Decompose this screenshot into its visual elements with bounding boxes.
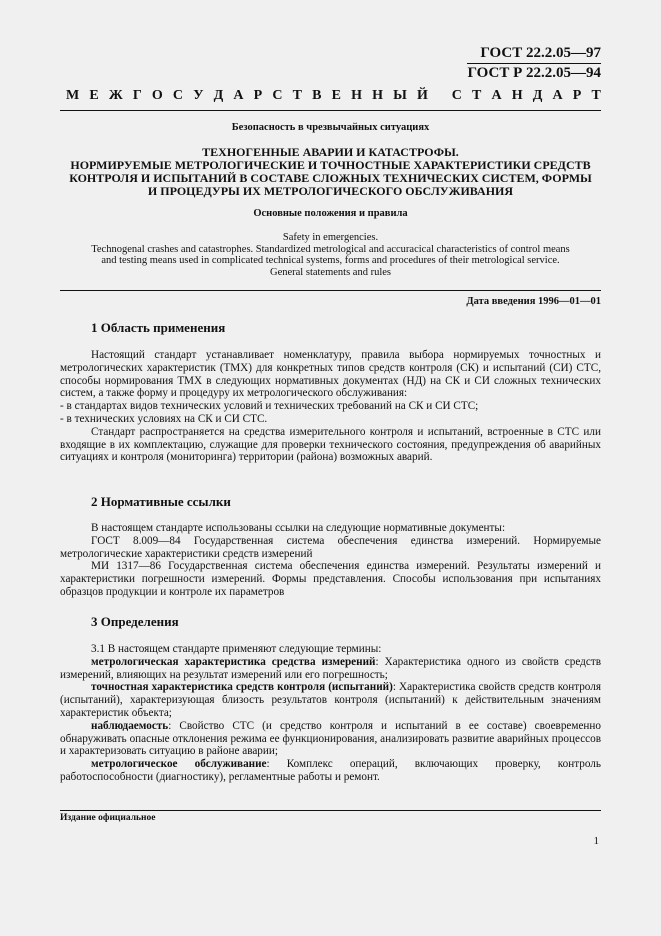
- definition-item: [60, 656, 601, 682]
- title-letter: А: [233, 88, 244, 103]
- title-letter: Т: [471, 88, 482, 103]
- title-letter: Й: [417, 88, 428, 103]
- standard-type-title: [66, 88, 601, 104]
- paragraph: В настоящем стандарте использованы ссылки на следующие нормативные документы:: [91, 522, 506, 534]
- gost-designation: [467, 45, 601, 82]
- main-title-line: КОНТРОЛЯ И ИСПЫТАНИЙ В СОСТАВЕ СЛОЖНЫХ ТЕХНИЧЕСКИХ СИСТЕМ, ФОРМЫ: [69, 171, 592, 185]
- section-1-heading: 1 Область применения: [91, 320, 226, 335]
- section-3-heading: 3 Определения: [91, 614, 179, 629]
- reference-item: МИ 1317—86 Государственная система обеспечения единства измерений. Результаты измерений и характеристики погрешности измерений. Формы представления. Способы использования при испытаниях образцов продукции и контроле их параметров: [60, 560, 601, 598]
- title-letter: Н: [351, 88, 362, 103]
- definition-item: [60, 720, 601, 758]
- definition: : Характеристика одного из свойств средств измерений, влияющих на результат измерений или его погрешность;: [60, 655, 601, 681]
- definition: : Характеристика свойств средств контроля (испытаний), характеризующая близость результатов контроля (испытаний) к действительным значениям характеристик объекта;: [60, 681, 601, 719]
- section-3-body: [60, 643, 601, 784]
- definition-item: [60, 681, 601, 719]
- english-title-line: General statements and rules: [270, 266, 391, 278]
- official-edition-label: Издание официальное: [60, 813, 156, 823]
- title-letter: Т: [292, 88, 302, 103]
- title-letter: [438, 88, 442, 104]
- english-title-line: Safety in emergencies.: [282, 232, 379, 243]
- title-letter: У: [193, 88, 204, 103]
- subject-title: Безопасность в чрезвычайных ситуациях: [231, 122, 430, 133]
- title-letter: Р: [572, 88, 582, 103]
- english-title-line: and testing means used in complicated technical systems, forms and procedures of their metrological service.: [101, 255, 560, 266]
- title-letter: Р: [253, 88, 263, 103]
- date-rule: [60, 290, 601, 291]
- effective-date: Дата введения 1996—01—01: [466, 296, 601, 307]
- title-letter: М: [66, 88, 80, 103]
- footer-rule: [60, 810, 601, 811]
- title-letter: О: [151, 88, 163, 103]
- title-letter: Д: [213, 88, 224, 103]
- title-letter: А: [552, 88, 563, 103]
- title-rule: [60, 110, 601, 111]
- title-letter: Д: [532, 88, 543, 103]
- title-letter: Е: [331, 88, 341, 103]
- section-2-heading: 2 Нормативные ссылки: [91, 494, 231, 509]
- paragraph: Стандарт распространяется на средства измерительного контроля и испытаний, встроенные в СТС или входящие в их комплектацию, служащие для проверки технического состояния, предупреждения об аварийных ситуациях и контроля (мониторинга) территории (района) возможных аварий.: [60, 425, 601, 464]
- section-2-body: [60, 522, 601, 599]
- title-letter: Ж: [108, 88, 123, 103]
- main-title-line: И ПРОЦЕДУРЫ ИХ МЕТРОЛОГИЧЕСКОГО ОБСЛУЖИВАНИЯ: [147, 184, 514, 198]
- reference-item: ГОСТ 8.009—84 Государственная система обеспечения единства измерений. Нормируемые метрологические характеристики средств измерений: [60, 534, 601, 560]
- title-letter: С: [172, 88, 184, 103]
- provisions-subtitle: Основные положения и правила: [253, 208, 408, 219]
- title-letter: С: [451, 88, 462, 103]
- page-number: 1: [593, 835, 599, 847]
- section-1-body: [60, 349, 601, 464]
- title-letter: Н: [511, 88, 523, 103]
- title-letter: Н: [372, 88, 383, 103]
- main-title-line: НОРМИРУЕМЫЕ МЕТРОЛОГИЧЕСКИЕ И ТОЧНОСТНЫЕ ХАРАКТЕРИСТИКИ СРЕДСТВ: [70, 158, 591, 172]
- term: метрологическое обслуживание: [91, 758, 267, 771]
- term: метрологическая характеристика средства измерений: [91, 655, 376, 668]
- paragraph: Настоящий стандарт устанавливает номенклатуру, правила выбора нормируемых точностных и метрологических характеристик (ТМХ) для конкретных типов средств контроля (СК) и испытаний (СИ) СТС, способы нормирования ТМХ в следующих нормативных документах (НД) на СК и СИ сложных технических систем, а также форму и процедуру их метрологического обслуживания:: [60, 349, 601, 400]
- term: точностная характеристика средств контроля (испытаний): [91, 681, 393, 694]
- title-letter: Ы: [393, 88, 407, 103]
- paragraph: 3.1 В настоящем стандарте применяют следующие термины:: [91, 643, 382, 655]
- list-item: - в технических условиях на СК и СИ СТС.: [60, 412, 268, 425]
- definition: : Комплекс операций, включающих проверку, контроль работоспособности (диагностику), регламентные работы и ремонт.: [60, 758, 601, 783]
- list-item: - в стандартах видов технических условий и технических требований на СК и СИ СТС;: [60, 400, 479, 413]
- title-letter: А: [491, 88, 502, 103]
- main-title-line: ТЕХНОГЕННЫЕ АВАРИИ И КАТАСТРОФЫ.: [202, 145, 459, 159]
- definition: : Свойство СТС (и средство контроля и испытаний в ее составе) своевременно обнаруживать опасные отклонения режима ее функционирования, анализировать развитие аварийных процессов и характеризовать ситуацию в районе аварии;: [60, 719, 601, 758]
- title-letter: С: [272, 88, 283, 103]
- title-letter: В: [312, 88, 322, 103]
- title-letter: Т: [591, 88, 601, 103]
- term: наблюдаемость: [91, 719, 169, 732]
- main-title: [60, 146, 601, 198]
- gost-number-2: ГОСТ Р 22.2.05—94: [467, 65, 601, 81]
- title-letter: Г: [132, 88, 142, 103]
- title-letter: Е: [89, 88, 99, 103]
- english-title-line: Technogenal crashes and catastrophes. Standardized metrological and accuracical characteristics of control means: [91, 243, 570, 255]
- english-title: [60, 232, 601, 278]
- definition-item: [60, 758, 601, 784]
- gost-number-1: ГОСТ 22.2.05—97: [467, 45, 601, 64]
